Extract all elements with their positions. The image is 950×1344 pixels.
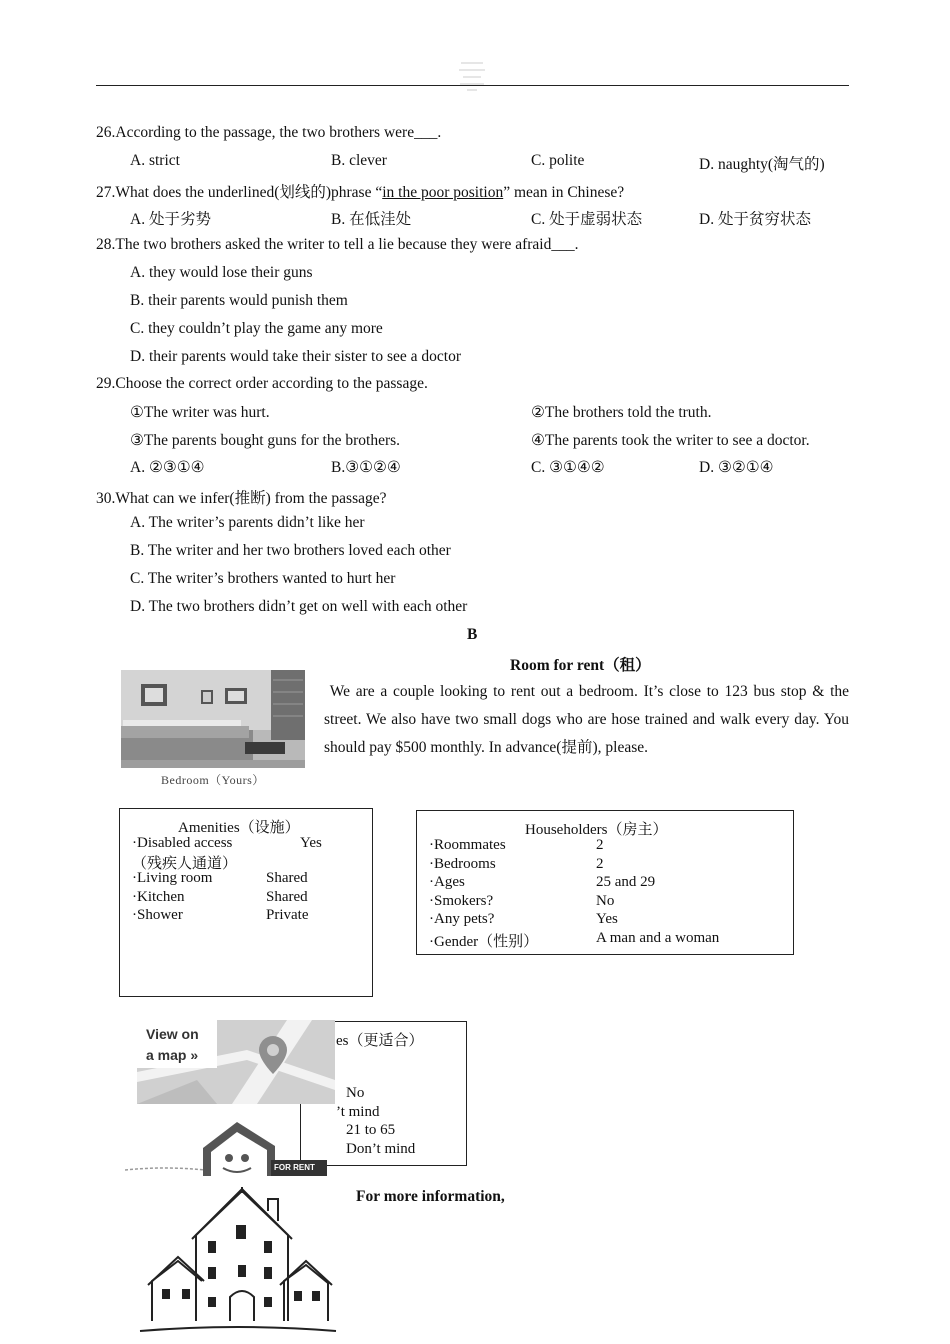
householders-value-smokers: No: [596, 893, 615, 909]
householders-label-pets: ·Any pets?: [429, 911, 495, 927]
amenities-label-disabled: ·Disabled access: [132, 835, 233, 851]
amenities-box: [119, 808, 373, 997]
amenities-value-kitchen: Shared: [266, 889, 308, 905]
q27-option-d[interactable]: D. 处于贫穷状态: [699, 211, 811, 228]
q29-option-a[interactable]: A. ②③①④: [130, 459, 205, 476]
q30-option-d[interactable]: D. The two brothers didn’t get on well with each other: [130, 598, 468, 615]
householders-box: [416, 810, 794, 955]
householders-value-ages: 25 and 29: [596, 874, 656, 890]
q26-option-a[interactable]: A. strict: [130, 152, 180, 169]
amenities-label-disabled-cn: （残疾人通道）: [132, 856, 238, 872]
preferences-value-1: No: [346, 1085, 365, 1101]
householders-label-bedrooms: ·Bedrooms: [429, 856, 496, 872]
ad-paragraph: We are a couple looking to rent out a bedroom. It’s close to 123 bus stop & the street. We also have two small dogs who are hose trained and walk every day. You should pay $500 monthly. In advance(提前), please.: [324, 683, 849, 756]
householders-label-gender: ·Gender（性别）: [429, 934, 539, 950]
householders-value-pets: Yes: [596, 911, 618, 927]
q28-option-d[interactable]: D. their parents would take their sister to see a doctor: [130, 348, 461, 365]
view-on-map-button[interactable]: [137, 1020, 335, 1104]
section-letter: B: [467, 626, 478, 643]
q29-event-1: ①The writer was hurt.: [130, 404, 270, 421]
watermark-icon: [455, 57, 489, 93]
amenities-value-disabled: Yes: [300, 835, 322, 851]
for-rent-sign: FOR RENT: [274, 1163, 315, 1172]
householders-value-gender: A man and a woman: [596, 930, 720, 946]
preferences-value-2: ’t mind: [336, 1104, 380, 1120]
amenities-label-living: ·Living room: [132, 870, 213, 886]
q30-option-a[interactable]: A. The writer’s parents didn’t like her: [130, 514, 365, 531]
bedroom-photo: [121, 670, 305, 768]
section-title: Room for rent（租）: [510, 657, 651, 674]
householders-label-ages: ·Ages: [429, 874, 465, 890]
q29-event-3: ③The parents bought guns for the brothers.: [130, 432, 401, 449]
amenities-label-kitchen: ·Kitchen: [132, 889, 185, 905]
q29-option-d[interactable]: D. ③②①④: [699, 459, 774, 476]
map-label-line2: a map »: [146, 1047, 199, 1063]
q26-option-c[interactable]: C. polite: [531, 152, 585, 169]
amenities-label-shower: ·Shower: [132, 907, 183, 923]
q29-option-b[interactable]: B.③①②④: [331, 459, 401, 476]
preferences-value-3: 21 to 65: [346, 1122, 396, 1138]
householders-label-roommates: ·Roommates: [429, 837, 506, 853]
q28-option-b[interactable]: B. their parents would punish them: [130, 292, 348, 309]
amenities-title: Amenities（设施）: [178, 820, 300, 836]
preferences-title: es（更适合）: [336, 1033, 424, 1049]
q27-option-b[interactable]: B. 在低洼处: [331, 211, 412, 228]
more-info-text: For more information,: [356, 1188, 505, 1205]
q28-stem: 28.The two brothers asked the writer to tell a lie because they were afraid___.: [96, 236, 579, 253]
chevron-right-icon: »: [190, 1047, 199, 1063]
q28-option-c[interactable]: C. they couldn’t play the game any more: [130, 320, 383, 337]
amenities-value-shower: Private: [266, 907, 309, 923]
q26-option-d[interactable]: D. naughty(淘气的): [699, 156, 825, 173]
q30-stem: 30.What can we infer(推断) from the passage?: [96, 490, 387, 507]
q30-option-b[interactable]: B. The writer and her two brothers loved each other: [130, 542, 451, 559]
amenities-value-living: Shared: [266, 870, 308, 886]
q27-underlined-phrase: in the poor position: [382, 184, 504, 201]
q29-event-4: ④The parents took the writer to see a doctor.: [531, 432, 810, 449]
q29-option-c[interactable]: C. ③①④②: [531, 459, 605, 476]
householders-value-bedrooms: 2: [596, 856, 604, 872]
bedroom-caption: Bedroom（Yours）: [161, 773, 265, 787]
householders-title: Householders（房主）: [525, 822, 668, 838]
q27-option-a[interactable]: A. 处于劣势: [130, 211, 211, 228]
map-label-line1: View on: [146, 1026, 199, 1042]
q30-option-c[interactable]: C. The writer’s brothers wanted to hurt her: [130, 570, 396, 587]
q28-option-a[interactable]: A. they would lose their guns: [130, 264, 313, 281]
q29-event-2: ②The brothers told the truth.: [531, 404, 712, 421]
preferences-value-4: Don’t mind: [346, 1141, 416, 1157]
house-drawing-icon: [138, 1185, 338, 1333]
q27-stem: 27.What does the underlined(划线的)phrase “in the poor position” mean in Chinese?: [96, 184, 625, 201]
householders-value-roommates: 2: [596, 837, 604, 853]
q27-option-c[interactable]: C. 处于虚弱状态: [531, 211, 643, 228]
q26-option-b[interactable]: B. clever: [331, 152, 387, 169]
householders-label-smokers: ·Smokers?: [429, 893, 494, 909]
q26-stem: 26.According to the passage, the two brothers were___.: [96, 124, 442, 141]
q29-stem: 29.Choose the correct order according to the passage.: [96, 375, 428, 392]
